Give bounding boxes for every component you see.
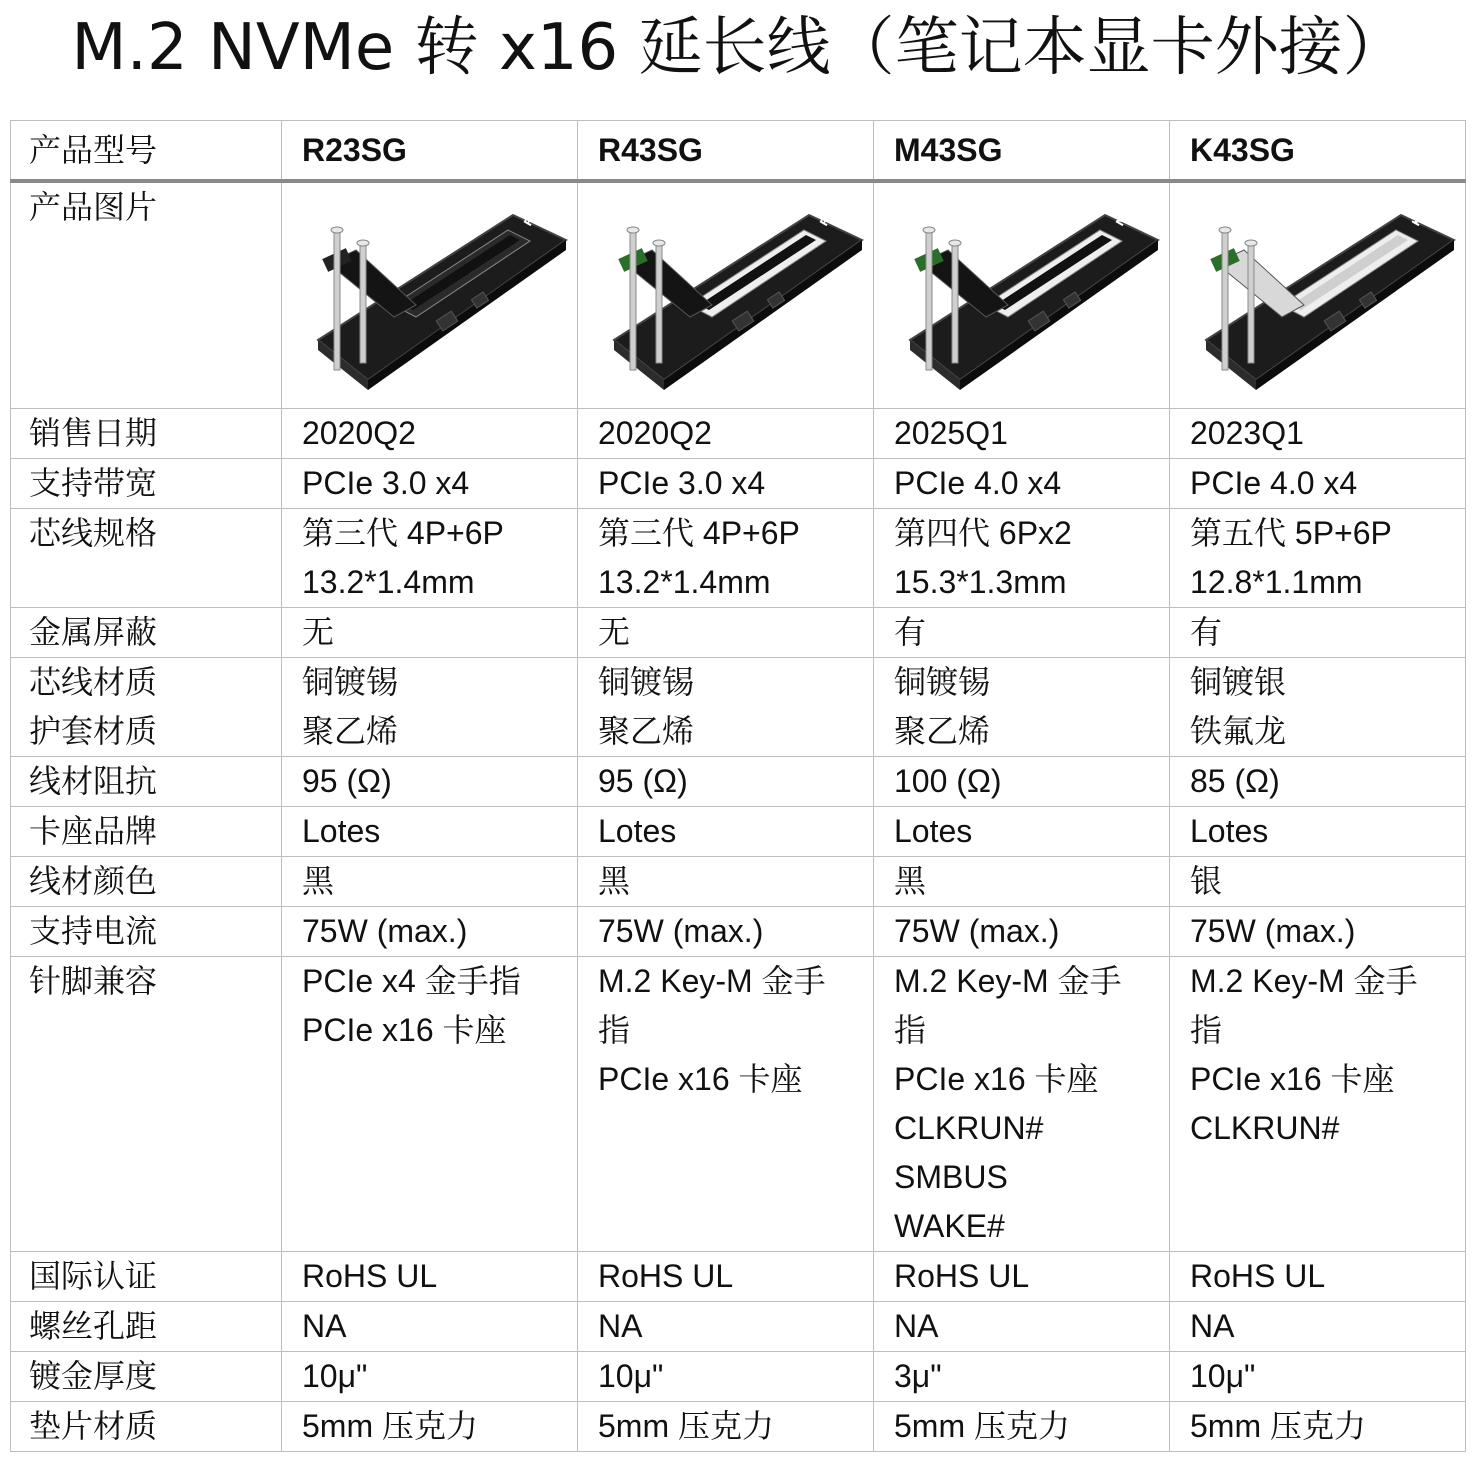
product-image-cell — [1170, 181, 1466, 409]
spec-row — [11, 459, 1466, 509]
spec-cell — [1170, 857, 1466, 907]
spec-row — [11, 857, 1466, 907]
spec-cell — [1170, 957, 1466, 1252]
cell-line: 无 — [598, 614, 631, 650]
cell-line: 指 — [894, 1012, 927, 1048]
cell-line: 黑 — [302, 863, 335, 899]
spec-cell — [282, 1402, 578, 1452]
cell-line: PCIe x16 卡座 — [1190, 1061, 1395, 1097]
cell-line: PCIe x16 卡座 — [598, 1061, 803, 1097]
spec-cell — [1170, 907, 1466, 957]
model-r43sg: R43SG — [578, 121, 874, 182]
row-label — [11, 807, 282, 857]
cell-line: PCIe 3.0 x4 — [302, 465, 470, 501]
image-row — [11, 181, 1466, 409]
board-mark: K3G — [1409, 200, 1434, 229]
cell-line: 2025Q1 — [894, 415, 1008, 451]
cell-line: RoHS UL — [302, 1258, 438, 1294]
standoff-cap — [357, 240, 369, 246]
spec-cell — [1170, 1252, 1466, 1302]
row-label-text: 镀金厚度 — [29, 1357, 158, 1395]
spec-cell — [874, 1252, 1170, 1302]
product-image — [890, 195, 1160, 400]
standoff-post — [1248, 243, 1254, 363]
model-k43sg: K43SG — [1170, 121, 1466, 182]
cell-line: 铜镀锡 — [302, 664, 399, 700]
standoff-cap — [627, 227, 639, 233]
standoff-post — [630, 230, 636, 370]
cell-line: Lotes — [894, 813, 973, 849]
cell-line: 铜镀锡 — [598, 664, 695, 700]
spec-cell — [874, 757, 1170, 807]
spec-row — [11, 957, 1466, 1252]
spec-cell — [578, 757, 874, 807]
cell-line: WAKE# — [894, 1208, 1005, 1244]
row-label — [11, 1402, 282, 1452]
spec-cell — [578, 1302, 874, 1352]
standoff-cap — [1245, 240, 1257, 246]
cell-line: NA — [598, 1308, 643, 1344]
cell-line: 聚乙烯 — [894, 713, 991, 749]
spec-row — [11, 1252, 1466, 1302]
model-m43sg: M43SG — [874, 121, 1170, 182]
cell-line: 黑 — [598, 863, 631, 899]
cell-line: 3μ" — [894, 1358, 942, 1394]
cell-line: PCIe 4.0 x4 — [894, 465, 1062, 501]
spec-cell — [282, 409, 578, 459]
cell-line: 13.2*1.4mm — [302, 564, 475, 600]
spec-cell — [578, 1352, 874, 1402]
cell-line: 10μ" — [1190, 1358, 1256, 1394]
spec-cell — [282, 957, 578, 1252]
product-image — [1186, 195, 1456, 400]
cell-line: M.2 Key-M 金手 — [598, 963, 826, 999]
row-label — [11, 957, 282, 1252]
cell-line: 第三代 4P+6P — [302, 515, 504, 551]
cell-line: RoHS UL — [1190, 1258, 1326, 1294]
spec-row — [11, 509, 1466, 608]
spec-cell — [1170, 1402, 1466, 1452]
spec-cell — [578, 857, 874, 907]
spec-cell — [282, 1252, 578, 1302]
spec-row — [11, 1302, 1466, 1352]
spec-cell — [578, 807, 874, 857]
spec-cell — [578, 907, 874, 957]
row-label — [11, 757, 282, 807]
row-label-text: 针脚兼容 — [29, 962, 158, 1000]
spec-cell — [1170, 807, 1466, 857]
spec-cell — [874, 807, 1170, 857]
spec-row — [11, 807, 1466, 857]
row-label-text: 支持电流 — [29, 912, 158, 950]
cell-line: NA — [302, 1308, 347, 1344]
row-label-text: 支持带宽 — [29, 464, 158, 502]
header-label: 产品型号 — [11, 121, 282, 182]
cell-line: M.2 Key-M 金手 — [1190, 963, 1418, 999]
row-label — [11, 409, 282, 459]
spec-cell — [578, 608, 874, 658]
page-title: M.2 NVMe 转 x16 延长线（笔记本显卡外接） — [71, 11, 1407, 85]
spec-cell — [874, 1352, 1170, 1402]
row-label: 产品图片 — [11, 181, 282, 409]
row-label — [11, 1352, 282, 1402]
cell-line: CLKRUN# — [1190, 1110, 1340, 1146]
cell-line: 第五代 5P+6P — [1190, 515, 1392, 551]
spec-row — [11, 1352, 1466, 1402]
cell-line: CLKRUN# — [894, 1110, 1044, 1146]
cell-line: Lotes — [302, 813, 381, 849]
spec-cell — [282, 1352, 578, 1402]
standoff-post — [360, 243, 366, 363]
spec-cell — [282, 807, 578, 857]
cell-line: 5mm 压克力 — [598, 1408, 775, 1444]
cell-line: 100 (Ω) — [894, 763, 1002, 799]
spec-cell — [1170, 409, 1466, 459]
spec-row — [11, 608, 1466, 658]
spec-cell — [578, 957, 874, 1252]
cell-line: 指 — [598, 1012, 631, 1048]
spec-row — [11, 658, 1466, 757]
row-label-text: 线材颜色 — [29, 862, 158, 900]
cell-line: M.2 Key-M 金手 — [894, 963, 1122, 999]
header-row — [11, 121, 1466, 182]
cell-line: Lotes — [598, 813, 677, 849]
cell-line: 铜镀锡 — [894, 664, 991, 700]
cell-line: 75W (max.) — [302, 913, 468, 949]
spec-cell — [578, 1252, 874, 1302]
spec-cell — [874, 957, 1170, 1252]
spec-cell — [282, 757, 578, 807]
row-label — [11, 857, 282, 907]
row-label-text: 螺丝孔距 — [29, 1307, 158, 1345]
spec-cell — [1170, 757, 1466, 807]
cell-line: Lotes — [1190, 813, 1269, 849]
product-image-cell — [874, 181, 1170, 409]
spec-table — [10, 120, 1466, 1452]
spec-cell — [578, 658, 874, 757]
standoff-cap — [1219, 227, 1231, 233]
cell-line: 15.3*1.3mm — [894, 564, 1067, 600]
cell-line: 第四代 6Px2 — [894, 515, 1072, 551]
spec-row — [11, 757, 1466, 807]
standoff-cap — [331, 227, 343, 233]
cell-line: 85 (Ω) — [1190, 763, 1280, 799]
cell-line: 无 — [302, 614, 335, 650]
cell-line: 12.8*1.1mm — [1190, 564, 1363, 600]
row-label-text: 金属屏蔽 — [29, 613, 158, 651]
cell-line: 75W (max.) — [1190, 913, 1356, 949]
row-label — [11, 907, 282, 957]
spec-cell — [282, 857, 578, 907]
row-label-text: 销售日期 — [29, 414, 158, 452]
row-label — [11, 1252, 282, 1302]
cell-line: 银 — [1190, 863, 1223, 899]
spec-cell — [1170, 509, 1466, 608]
spec-cell — [282, 459, 578, 509]
row-label-text: 国际认证 — [29, 1257, 158, 1295]
cell-line: 聚乙烯 — [302, 713, 399, 749]
cell-line: SMBUS — [894, 1159, 1008, 1195]
spec-cell — [282, 658, 578, 757]
cell-line: 有 — [1190, 614, 1223, 650]
cell-line: PCIe 4.0 x4 — [1190, 465, 1358, 501]
spec-row — [11, 1402, 1466, 1452]
row-label-text: 线材阻抗 — [29, 762, 158, 800]
spec-cell — [874, 459, 1170, 509]
cell-line: 5mm 压克力 — [894, 1408, 1071, 1444]
spec-row — [11, 907, 1466, 957]
cell-line: 95 (Ω) — [598, 763, 688, 799]
product-image — [594, 195, 864, 400]
standoff-cap — [949, 240, 961, 246]
spec-cell — [578, 1402, 874, 1452]
cell-line: 75W (max.) — [894, 913, 1060, 949]
standoff-post — [926, 230, 932, 370]
row-label-text: 卡座品牌 — [29, 812, 158, 850]
spec-cell — [874, 1402, 1170, 1452]
cell-line: RoHS UL — [598, 1258, 734, 1294]
row-label — [11, 608, 282, 658]
spec-cell — [874, 509, 1170, 608]
spec-cell — [874, 608, 1170, 658]
spec-cell — [1170, 608, 1466, 658]
cell-line: PCIe x16 卡座 — [302, 1012, 507, 1048]
model-r23sg: R23SG — [282, 121, 578, 182]
cell-line: NA — [894, 1308, 939, 1344]
spec-cell — [874, 857, 1170, 907]
spec-cell — [282, 608, 578, 658]
spec-row — [11, 409, 1466, 459]
row-label — [11, 509, 282, 608]
spec-cell — [578, 409, 874, 459]
board-mark: M3G — [1113, 198, 1139, 229]
cell-line: 指 — [1190, 1012, 1223, 1048]
spec-cell — [282, 509, 578, 608]
cell-line: 黑 — [894, 863, 927, 899]
cell-line: PCIe 3.0 x4 — [598, 465, 766, 501]
cell-line: PCIe x16 卡座 — [894, 1061, 1099, 1097]
spec-cell — [874, 1302, 1170, 1352]
spec-cell — [874, 907, 1170, 957]
board-mark: R3G — [521, 200, 546, 229]
cell-line: 2023Q1 — [1190, 415, 1304, 451]
product-image — [298, 195, 568, 400]
cell-line: RoHS UL — [894, 1258, 1030, 1294]
cell-line: 铁氟龙 — [1190, 713, 1287, 749]
cell-line: 第三代 4P+6P — [598, 515, 800, 551]
cell-line: PCIe x4 金手指 — [302, 963, 521, 999]
cell-line: 聚乙烯 — [598, 713, 695, 749]
cell-line: 5mm 压克力 — [302, 1408, 479, 1444]
spec-cell — [1170, 1352, 1466, 1402]
spec-cell — [578, 459, 874, 509]
cell-line: 75W (max.) — [598, 913, 764, 949]
spec-cell — [1170, 658, 1466, 757]
row-label-text: 护套材质 — [29, 712, 158, 750]
row-label — [11, 1302, 282, 1352]
row-label-text: 芯线规格 — [29, 514, 158, 552]
spec-cell — [1170, 459, 1466, 509]
cell-line: 95 (Ω) — [302, 763, 392, 799]
spec-cell — [874, 658, 1170, 757]
standoff-post — [952, 243, 958, 363]
product-image-cell — [578, 181, 874, 409]
cell-line: 5mm 压克力 — [1190, 1408, 1367, 1444]
cell-line: 10μ" — [302, 1358, 368, 1394]
standoff-post — [656, 243, 662, 363]
cell-line: 铜镀银 — [1190, 664, 1287, 700]
row-label — [11, 658, 282, 757]
standoff-cap — [653, 240, 665, 246]
standoff-cap — [923, 227, 935, 233]
product-image-cell — [282, 181, 578, 409]
standoff-post — [334, 230, 340, 370]
cell-line: 2020Q2 — [598, 415, 712, 451]
cell-line: 13.2*1.4mm — [598, 564, 771, 600]
cell-line: 10μ" — [598, 1358, 664, 1394]
standoff-post — [1222, 230, 1228, 370]
spec-cell — [282, 907, 578, 957]
spec-cell — [1170, 1302, 1466, 1352]
cell-line: NA — [1190, 1308, 1235, 1344]
row-label — [11, 459, 282, 509]
row-label-text: 垫片材质 — [29, 1407, 158, 1445]
cell-line: 2020Q2 — [302, 415, 416, 451]
spec-cell — [874, 409, 1170, 459]
spec-cell — [578, 509, 874, 608]
spec-cell — [282, 1302, 578, 1352]
cell-line: 有 — [894, 614, 927, 650]
row-label-text: 芯线材质 — [29, 663, 158, 701]
board-mark: R3G — [817, 200, 842, 229]
